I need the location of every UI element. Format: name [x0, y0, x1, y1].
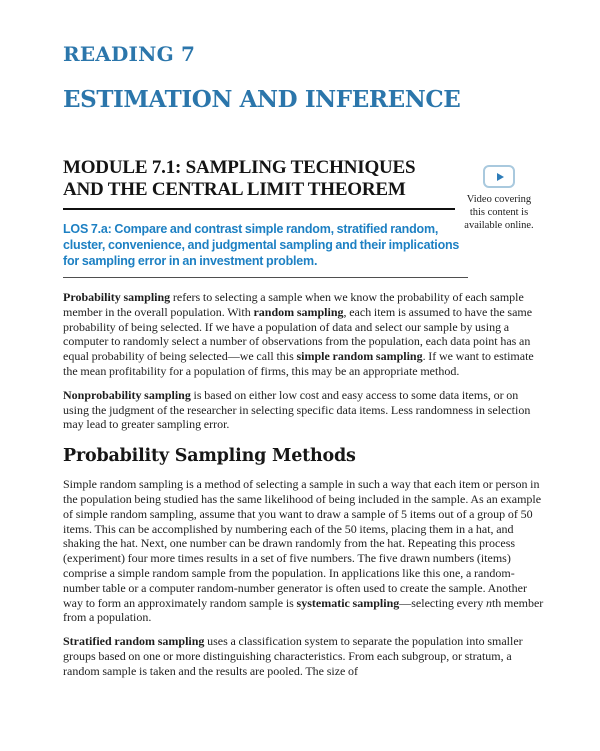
section-heading: Probability Sampling Methods: [63, 446, 356, 467]
text-run: Simple random sampling is a method of selecting a sample in such a way that each item or person in the population being studied has the same likelihood of being included in the sample. As an example of simple random sampling, assume that you want to draw a sample of 5 items out of a group of 50 items. This can be accomplished by numbering each of the 50 items, placing them in a hat, and shaking the hat. Next, one number can be drawn randomly from the hat. Repeating this process (experiment) four more times results in a set of five numbers. The five drawn numbers (items) comprise a simple random sample from the population. In applications like this one, a random-number table or a computer random-number generator is often used to create the sample. Another way to form an approximately random sample is: [63, 477, 542, 610]
text-run: n: [485, 595, 492, 610]
text-run: Probability sampling: [63, 290, 171, 304]
text-run: uses a classification system to separate the population into smaller groups based on one or more distinguishing characteristics. From each subgroup, or stratum, a random sample is taken and the results are pooled. The size of: [63, 634, 523, 678]
module-left-column: [63, 157, 493, 278]
text-run: Nonprobability sampling: [63, 387, 191, 402]
paragraph: [63, 477, 545, 625]
text-run: —selecting every: [399, 595, 486, 610]
los-statement: LOS 7.a: Compare and contrast simple random, stratified random, cluster, convenience, and judgmental sampling and their implications for sampling error in an investment problem.: [63, 222, 460, 268]
video-caption: Video covering this content is available online.: [464, 194, 534, 231]
text-run: th member from a population.: [63, 595, 544, 625]
play-triangle-icon: [497, 173, 504, 181]
text-run: is based on either low cost and easy access to some data items, or on using the judgment of the researcher in selecting specific data items. Less randomness in selection may lead to greater sampling error.: [63, 387, 531, 432]
body-paragraphs: [63, 290, 542, 679]
video-note: [448, 165, 550, 232]
module-divider-rule: [63, 208, 455, 210]
module-title-heading: MODULE 7.1: SAMPLING TECHNIQUES AND THE CENTRAL LIMIT THEOREM: [63, 157, 416, 200]
los-divider-rule: [63, 277, 468, 278]
video-play-icon[interactable]: [483, 165, 515, 188]
paragraph: [63, 388, 545, 432]
paragraph: [63, 290, 545, 379]
reading-title-heading: ESTIMATION AND INFERENCE: [63, 86, 461, 113]
paragraph: [63, 634, 545, 678]
text-run: simple random sampling: [296, 349, 423, 364]
text-run: , each item is assumed to have the same probability of being selected. If we have a population of data and select our sample by using a computer to randomly select a number of observations from the population, each data point has an equal probability of being selected—we call this: [63, 304, 533, 364]
text-run: . If we want to estimate the mean profitability for a population of firms, this may be an appropriate method.: [63, 349, 534, 378]
text-run: refers to selecting a sample when we know the probability of each sample member in the overall population. With: [63, 290, 524, 319]
text-run: systematic sampling: [296, 595, 400, 610]
module-section: [63, 157, 542, 278]
text-run: random sampling: [253, 304, 344, 319]
text-run: Stratified random sampling: [63, 634, 205, 649]
reading-number-heading: READING 7: [63, 42, 196, 66]
